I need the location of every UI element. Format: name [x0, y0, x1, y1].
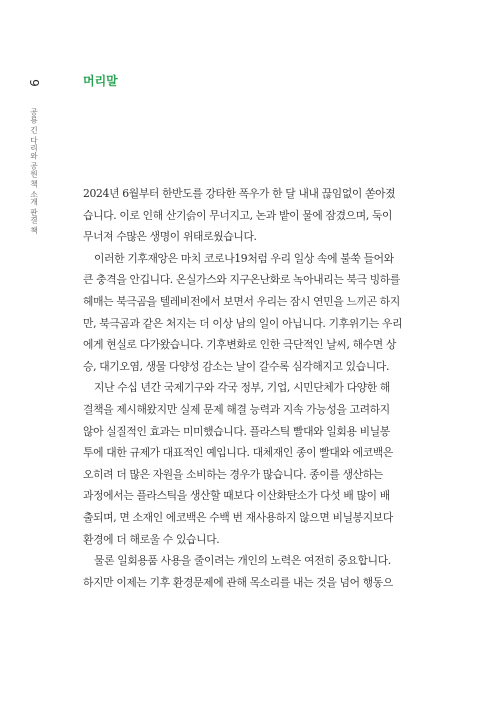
- text-line: 승, 대기오염, 생물 다양성 감소는 날이 갈수록 심각해지고 있습니다.: [83, 359, 390, 373]
- text-line: 결책을 제시해왔지만 실제 문제 해결 능력과 지속 가능성을 고려하지: [83, 402, 390, 416]
- text-line: 출되며, 면 소재인 에코백은 수백 번 재사용하지 않으면 비닐봉지보다: [83, 510, 393, 524]
- text-line: 환경에 더 해로울 수 있습니다.: [83, 532, 220, 546]
- text-line: 지난 수십 년간 국제기구와 각국 정부, 기업, 시민단체가 다양한 해: [94, 381, 390, 395]
- section-label: 머리말: [83, 74, 118, 88]
- page-number: 9: [26, 79, 41, 87]
- text-line: 습니다. 이로 인해 산기슭이 무너지고, 논과 밭이 물에 잠겼으며, 둑이: [83, 208, 393, 222]
- text-line: 않아 실질적인 효과는 미미했습니다. 플라스틱 빨대와 일회용 비닐봉: [83, 424, 390, 438]
- text-line: 과정에서는 플라스틱을 생산할 때보다 이산화탄소가 다섯 배 많이 배: [83, 489, 390, 503]
- text-line: 헤매는 북극곰을 텔레비전에서 보면서 우리는 잠시 연민을 느끼곤 하지: [83, 294, 400, 308]
- text-line: 만, 북극곰과 같은 처지는 더 이상 남의 일이 아닙니다. 기후위기는 우리: [83, 316, 403, 330]
- page-margin: [22, 72, 46, 234]
- text-line: 큰 충격을 안깁니다. 온실가스와 지구온난화로 녹아내리는 북극 빙하를: [83, 273, 400, 287]
- text-line: 투에 대한 규제가 대표적인 예입니다. 대체재인 종이 빨대와 에코백은: [83, 446, 393, 460]
- text-line: 하지만 이제는 기후 환경문제에 관해 목소리를 내는 것을 넘어 행동으: [83, 575, 393, 589]
- text-line: 2024년 6월부터 한반도를 강타한 폭우가 한 달 내내 끊임없이 쏟아졌: [83, 187, 396, 200]
- text-line: 이러한 기후재앙은 마치 코로나19처럼 우리 일상 속에 불쑥 들어와: [94, 251, 394, 265]
- body-text: [83, 183, 431, 593]
- text-line: 오히려 더 많은 자원을 소비하는 경우가 많습니다. 종이를 생산하는: [83, 467, 383, 481]
- text-line: 무너져 수많은 생명이 위태로웠습니다.: [83, 230, 257, 244]
- running-title: 공룡 긴 다리와 공원 책 소개 판결 책: [29, 108, 39, 234]
- text-line: 에게 현실로 다가왔습니다. 기후변화로 인한 극단적인 날씨, 해수면 상: [83, 338, 397, 352]
- text-line: 물론 일회용품 사용을 줄이려는 개인의 노력은 여전히 중요합니다.: [94, 554, 391, 568]
